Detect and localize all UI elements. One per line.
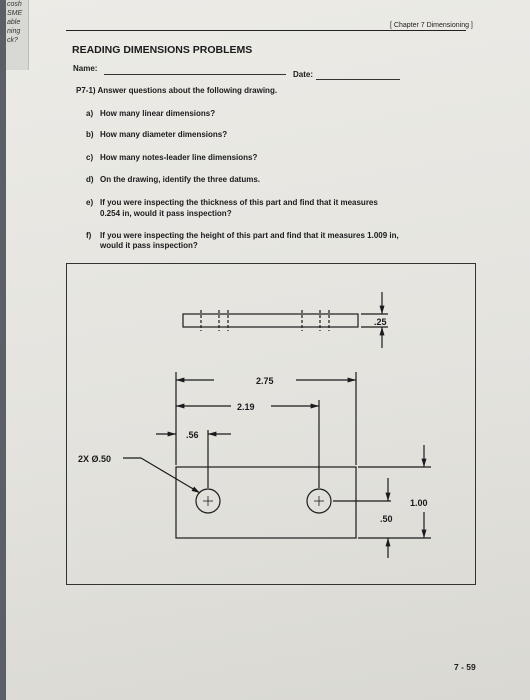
question-letter: f) [86, 231, 92, 240]
edge-fragment: able [7, 19, 21, 26]
front-view-outline [176, 467, 356, 538]
edge-fragment: ck? [7, 37, 18, 44]
edge-fragment: cosh [7, 1, 22, 8]
overall-width-dim: 2.75 [256, 376, 274, 386]
height-dim: 1.00 [410, 498, 428, 508]
question-text: On the drawing, identify the three datums. [100, 175, 261, 184]
top-view-outline [183, 314, 358, 327]
question-letter: c) [86, 153, 94, 162]
top-view [183, 292, 388, 348]
workbook-page [6, 0, 530, 700]
question-letter: a) [86, 109, 94, 118]
leader-line [141, 458, 200, 493]
hole-offset-dim: .56 [186, 430, 199, 440]
page-number: 7 - 59 [454, 662, 476, 672]
name-label: Name: [73, 64, 98, 73]
date-label: Date: [293, 70, 314, 79]
thickness-dim: .25 [374, 317, 387, 327]
hole-height-dim: .50 [380, 514, 393, 524]
problem-intro: P7-1) Answer questions about the following drawing. [76, 86, 278, 95]
edge-fragment: ning [7, 28, 21, 35]
question-text: If you were inspecting the height of this part and find that it measures 1.009 in, [100, 231, 399, 240]
chapter-header: [ Chapter 7 Dimensioning ] [390, 22, 473, 29]
question-letter: b) [86, 130, 94, 139]
technical-drawing [6, 0, 530, 700]
question-text: would it pass inspection? [100, 241, 198, 250]
question-letter: d) [86, 175, 94, 184]
edge-fragment: SME [7, 10, 23, 17]
hole-diameter-note: 2X Ø.50 [78, 454, 112, 464]
page-title: READING DIMENSIONS PROBLEMS [72, 44, 253, 56]
question-text: 0.254 in, would it pass inspection? [100, 209, 232, 218]
hole-spacing-dim: 2.19 [237, 402, 255, 412]
question-letter: e) [86, 198, 94, 207]
front-view [123, 372, 431, 558]
question-text: How many diameter dimensions? [100, 130, 228, 139]
question-text: How many linear dimensions? [100, 109, 216, 118]
question-text: How many notes-leader line dimensions? [100, 153, 258, 162]
question-text: If you were inspecting the thickness of this part and find that it measures [100, 198, 378, 207]
